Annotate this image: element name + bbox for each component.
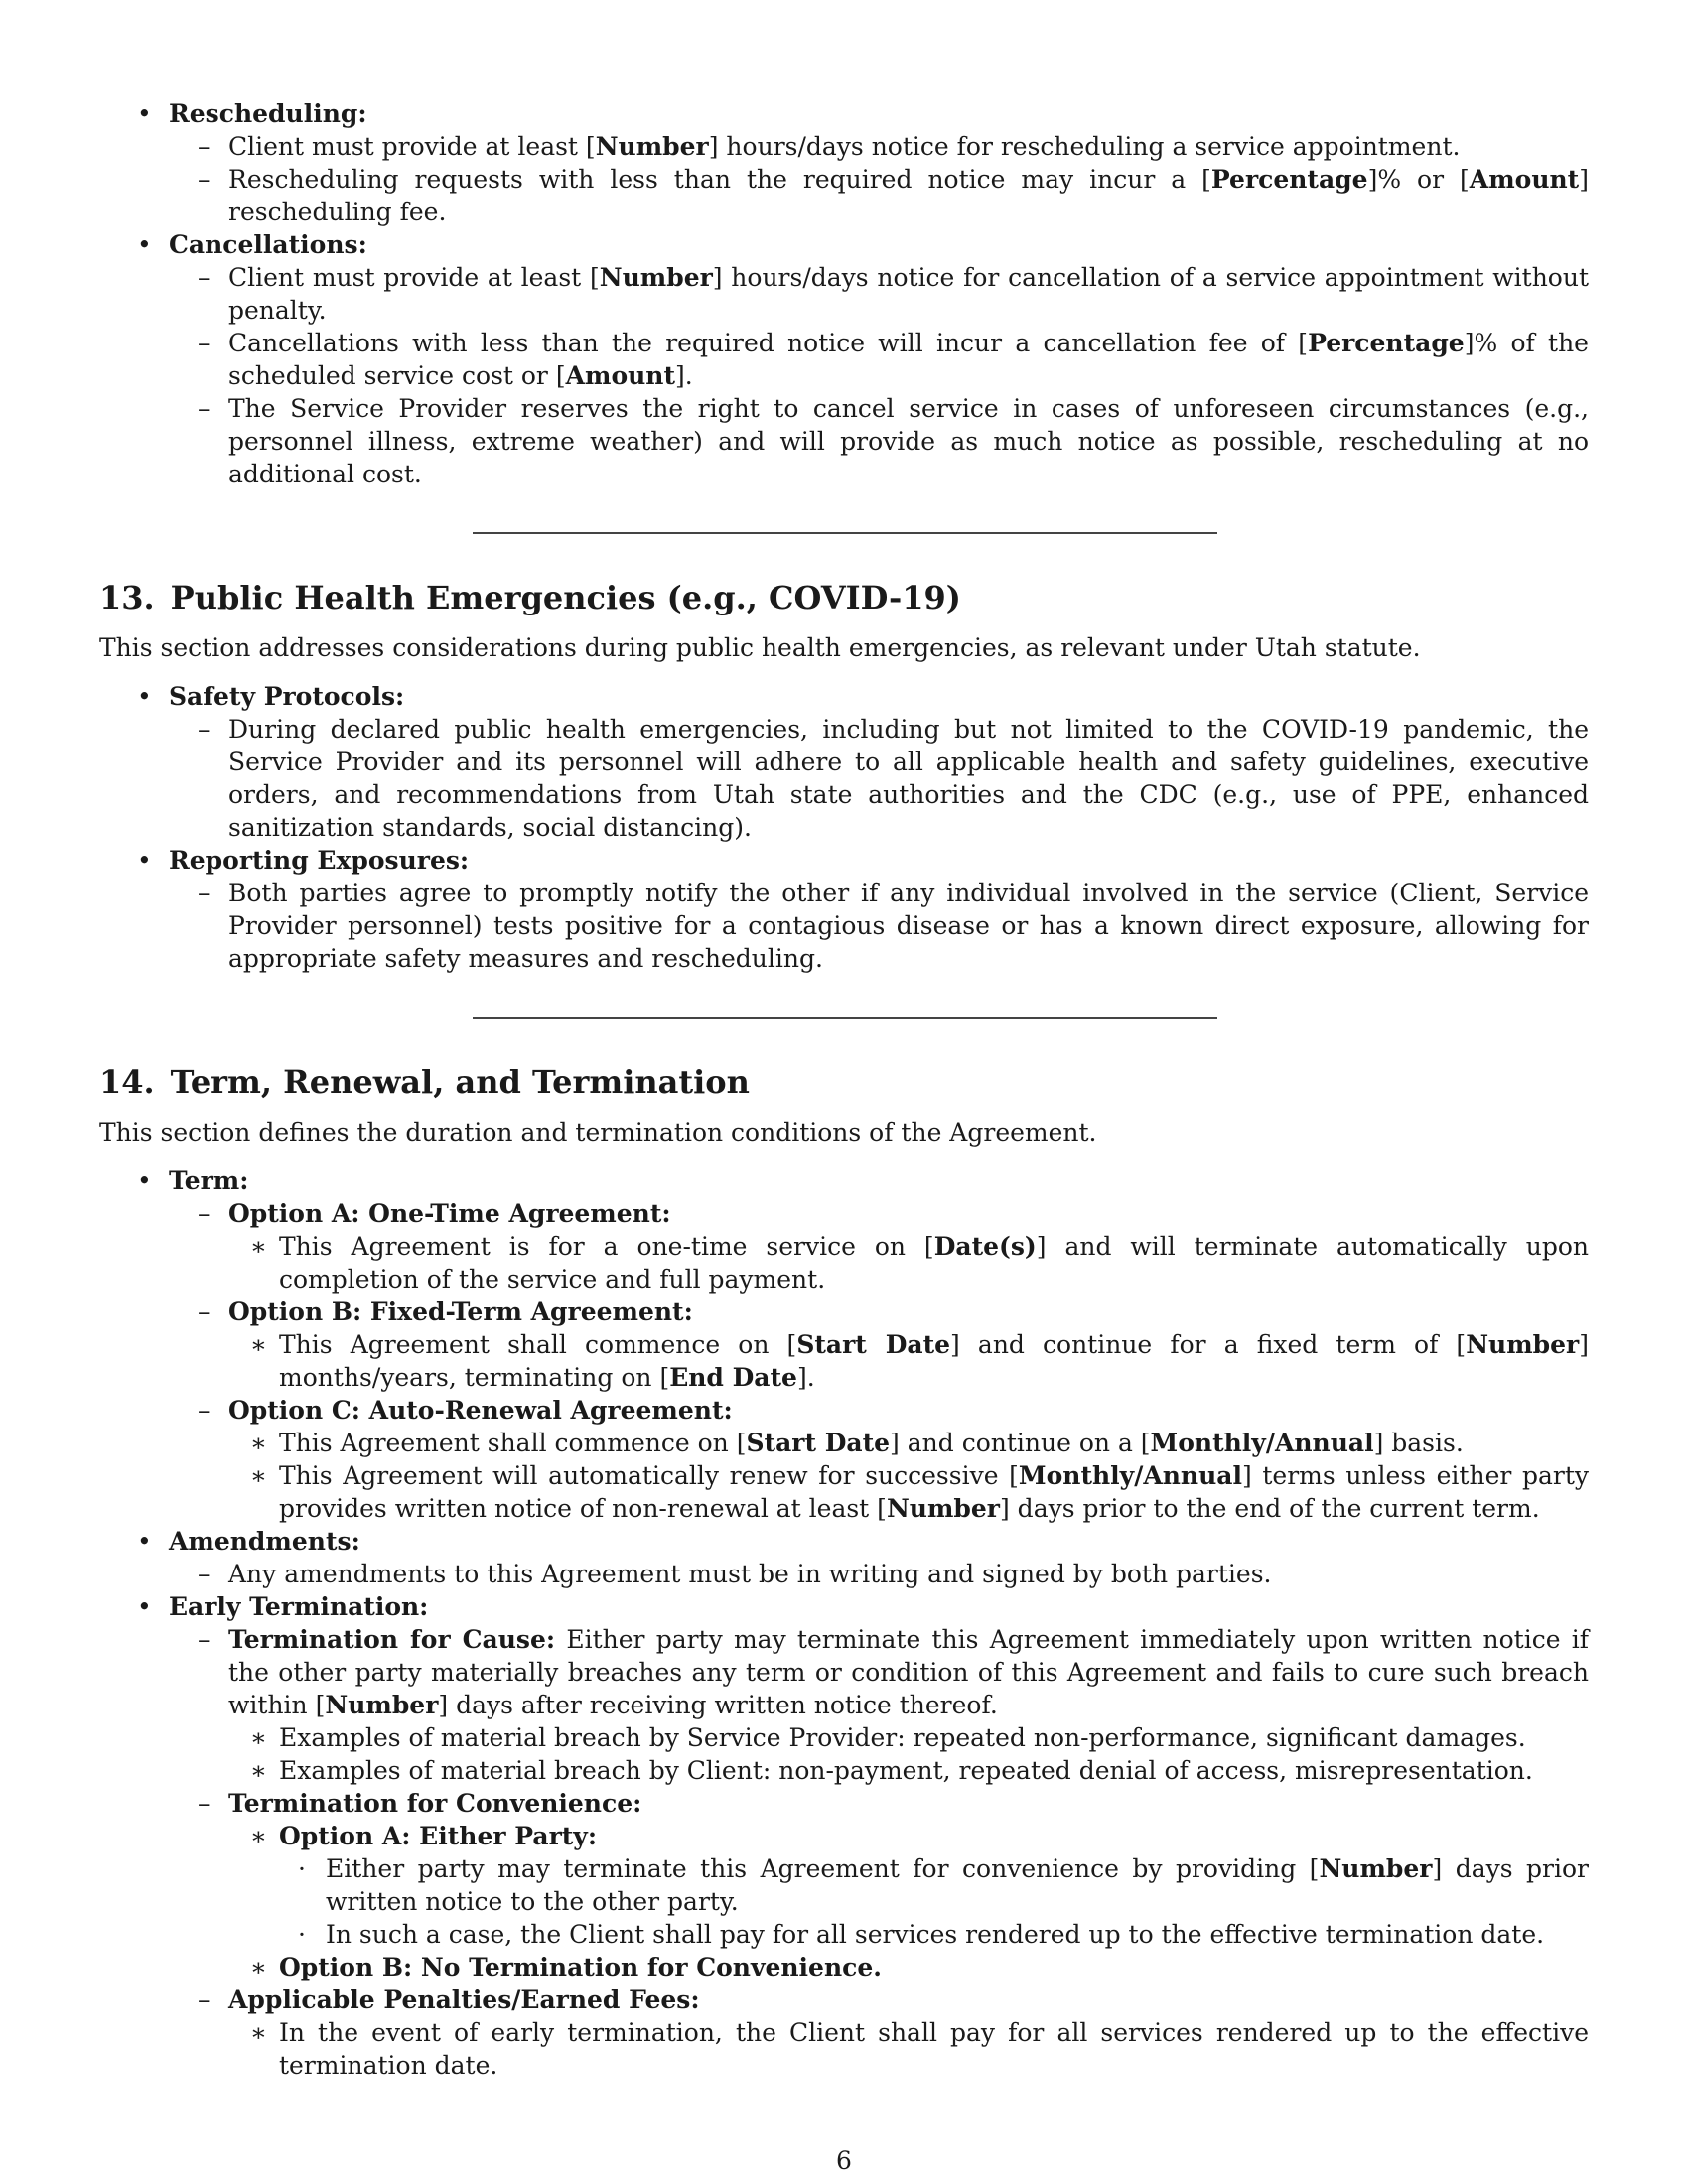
text: ]. xyxy=(796,1363,815,1392)
list-item xyxy=(99,877,1589,975)
dash-marker: – xyxy=(198,263,211,292)
amendments-label: Amendments: xyxy=(169,1527,360,1556)
list-item xyxy=(99,1230,1589,1296)
list-item xyxy=(99,713,1589,844)
star-marker: ∗ xyxy=(250,1953,267,1981)
text: ] hours/days notice for rescheduling a service appointment. xyxy=(708,132,1461,161)
list-item xyxy=(99,1852,1589,1918)
text: Either party may terminate this Agreement immediately upon written notice if the other party materially breaches any term or condition of this Agreement and fails to cure such breach within [ xyxy=(228,1625,1589,1719)
text: ] months/years, terminating on [ xyxy=(279,1330,1589,1392)
section-number: 13. xyxy=(99,579,155,616)
star-marker: ∗ xyxy=(250,1330,267,1359)
text: ]% or [ xyxy=(1367,165,1470,194)
section-title: Term, Renewal, and Termination xyxy=(170,1063,750,1101)
dash-marker: – xyxy=(198,1985,211,2014)
section-heading-13 xyxy=(99,578,1589,617)
dot-marker: · xyxy=(298,1854,306,1883)
list-item xyxy=(99,392,1589,490)
list-item-option-b xyxy=(99,1296,1589,1328)
placeholder-monthly-annual: Monthly/Annual xyxy=(1150,1429,1374,1457)
list-item xyxy=(99,1427,1589,1459)
text: Both parties agree to promptly notify the other if any individual involved in the service (Client, Service Provider personnel) tests positive for a contagious disease or has a known direct exposure, allowing for appropriate safety measures and rescheduling. xyxy=(228,879,1589,973)
option-c-label: Option C: Auto-Renewal Agreement: xyxy=(228,1396,733,1425)
text: In such a case, the Client shall pay for all services rendered up to the effective termination date. xyxy=(326,1920,1545,1949)
list-item-cancellations xyxy=(99,228,1589,261)
list-item xyxy=(99,261,1589,327)
dash-marker: – xyxy=(198,1625,211,1654)
text: The Service Provider reserves the right to cancel service in cases of unforeseen circumstances (e.g., personnel illness, extreme weather) and will provide as much notice as possible, rescheduling at no additional cost. xyxy=(228,394,1589,488)
text: In the event of early termination, the Client shall pay for all services rendered up to the effective termination date. xyxy=(279,2018,1589,2080)
section-divider xyxy=(473,532,1217,534)
star-marker: ∗ xyxy=(250,1822,267,1850)
list-item-termination-for-cause xyxy=(99,1623,1589,1721)
bullet-marker: • xyxy=(137,1166,152,1195)
text: Client must provide at least [ xyxy=(228,132,596,161)
page-number: 6 xyxy=(836,2146,852,2175)
dash-marker: – xyxy=(198,1297,211,1326)
list-item-reporting-exposures xyxy=(99,844,1589,877)
section-number: 14. xyxy=(99,1063,155,1101)
placeholder-number: Number xyxy=(595,132,709,161)
cause-label: Termination for Cause: xyxy=(228,1625,556,1654)
cancellations-label: Cancellations: xyxy=(169,230,367,259)
dash-marker: – xyxy=(198,1396,211,1425)
star-marker: ∗ xyxy=(250,2018,267,2047)
list-item xyxy=(99,1754,1589,1787)
reporting-exposures-label: Reporting Exposures: xyxy=(169,846,470,875)
text: Either party may terminate this Agreement for convenience by providing [ xyxy=(326,1854,1320,1883)
convenience-label: Termination for Convenience: xyxy=(228,1789,642,1818)
text: Examples of material breach by Client: non-payment, repeated denial of access, misrepresentation. xyxy=(279,1756,1533,1785)
text: Client must provide at least [ xyxy=(228,263,600,292)
list-item-early-termination xyxy=(99,1590,1589,1623)
list-item-rescheduling xyxy=(99,97,1589,130)
dash-marker: – xyxy=(198,165,211,194)
list-item xyxy=(99,327,1589,392)
placeholder-amount: Amount xyxy=(565,361,676,390)
bullet-marker: • xyxy=(137,1592,152,1621)
text: ] and will terminate automatically upon completion of the service and full payment. xyxy=(279,1232,1589,1294)
dash-marker: – xyxy=(198,329,211,357)
text: ] days prior to the end of the current term. xyxy=(999,1494,1540,1523)
text: ] days prior written notice to the other party. xyxy=(326,1854,1589,1916)
star-marker: ∗ xyxy=(250,1461,267,1490)
list-item-conv-option-a xyxy=(99,1820,1589,1852)
text: ] terms unless either party provides written notice of non-renewal at least [ xyxy=(279,1461,1589,1523)
list-item xyxy=(99,1721,1589,1754)
placeholder-percentage: Percentage xyxy=(1210,165,1368,194)
bullet-marker: • xyxy=(137,682,152,711)
text: This Agreement shall commence on [ xyxy=(279,1330,797,1359)
star-marker: ∗ xyxy=(250,1756,267,1785)
list-item-term xyxy=(99,1164,1589,1197)
list-item xyxy=(99,2016,1589,2082)
star-marker: ∗ xyxy=(250,1232,267,1261)
placeholder-number: Number xyxy=(599,263,713,292)
bullet-marker: • xyxy=(137,1527,152,1556)
document-page xyxy=(99,97,1589,2082)
penalties-label: Applicable Penalties/Earned Fees: xyxy=(228,1985,700,2014)
placeholder-amount: Amount xyxy=(1469,165,1580,194)
text: ] days after receiving written notice thereof. xyxy=(438,1691,998,1719)
text: This Agreement shall commence on [ xyxy=(279,1429,747,1457)
list-item xyxy=(99,1459,1589,1525)
list-item xyxy=(99,1918,1589,1951)
text: Cancellations with less than the required notice will incur a cancellation fee of [ xyxy=(228,329,1309,357)
star-marker: ∗ xyxy=(250,1429,267,1457)
list-item xyxy=(99,1328,1589,1394)
dash-marker: – xyxy=(198,394,211,423)
list-item-penalties xyxy=(99,1983,1589,2016)
placeholder-dates: Date(s) xyxy=(933,1232,1037,1261)
section-intro: This section defines the duration and termination conditions of the Agreement. xyxy=(99,1118,1097,1147)
placeholder-start-date: Start Date xyxy=(746,1429,891,1457)
bullet-marker: • xyxy=(137,230,152,259)
placeholder-number: Number xyxy=(1466,1330,1580,1359)
placeholder-number: Number xyxy=(886,1494,1000,1523)
text: Any amendments to this Agreement must be in writing and signed by both parties. xyxy=(228,1560,1272,1588)
placeholder-number: Number xyxy=(325,1691,439,1719)
list-item-termination-for-convenience xyxy=(99,1787,1589,1820)
section-heading-14 xyxy=(99,1062,1589,1102)
placeholder-percentage: Percentage xyxy=(1308,329,1465,357)
star-marker: ∗ xyxy=(250,1723,267,1752)
text: This Agreement will automatically renew for successive [ xyxy=(279,1461,1019,1490)
list-item xyxy=(99,130,1589,163)
text: Examples of material breach by Service Provider: repeated non-performance, significant damages. xyxy=(279,1723,1526,1752)
bullet-marker: • xyxy=(137,846,152,875)
dash-marker: – xyxy=(198,132,211,161)
conv-option-b-label: Option B: No Termination for Convenience. xyxy=(279,1953,882,1981)
option-a-label: Option A: One-Time Agreement: xyxy=(228,1199,671,1228)
placeholder-number: Number xyxy=(1319,1854,1433,1883)
section-divider xyxy=(473,1017,1217,1019)
dash-marker: – xyxy=(198,1789,211,1818)
text: ] basis. xyxy=(1373,1429,1464,1457)
early-termination-label: Early Termination: xyxy=(169,1592,429,1621)
list-item-conv-option-b xyxy=(99,1951,1589,1983)
text: ]. xyxy=(675,361,693,390)
dash-marker: – xyxy=(198,1199,211,1228)
text: ] hours/days notice for cancellation of a service appointment without penalty. xyxy=(228,263,1589,325)
safety-protocols-label: Safety Protocols: xyxy=(169,682,405,711)
section-intro: This section addresses considerations during public health emergencies, as relevant under Utah statute. xyxy=(99,633,1421,662)
list-item xyxy=(99,1558,1589,1590)
text: During declared public health emergencies, including but not limited to the COVID-19 pandemic, the Service Provider and its personnel will adhere to all applicable health and safety guidelines, executive orders, and recommendations from Utah state authorities and the CDC (e.g., use of PPE, enhanced sanitization standards, social distancing). xyxy=(228,715,1589,842)
placeholder-monthly-annual: Monthly/Annual xyxy=(1018,1461,1242,1490)
dash-marker: – xyxy=(198,1560,211,1588)
placeholder-end-date: End Date xyxy=(669,1363,797,1392)
section-title: Public Health Emergencies (e.g., COVID-19) xyxy=(170,579,961,616)
list-item-option-c xyxy=(99,1394,1589,1427)
text: ]% of the scheduled service cost or [ xyxy=(228,329,1589,390)
term-label: Term: xyxy=(169,1166,249,1195)
list-item-option-a xyxy=(99,1197,1589,1230)
option-b-label: Option B: Fixed-Term Agreement: xyxy=(228,1297,693,1326)
dot-marker: · xyxy=(298,1920,306,1949)
dash-marker: – xyxy=(198,879,211,907)
text: ] rescheduling fee. xyxy=(228,165,1589,226)
conv-option-a-label: Option A: Either Party: xyxy=(279,1822,598,1850)
text: ] and continue on a [ xyxy=(890,1429,1151,1457)
text: Rescheduling requests with less than the required notice may incur a [ xyxy=(228,165,1211,194)
list-item-amendments xyxy=(99,1525,1589,1558)
list-item xyxy=(99,163,1589,228)
text: ] and continue for a fixed term of [ xyxy=(950,1330,1467,1359)
dash-marker: – xyxy=(198,715,211,744)
list-item-safety-protocols xyxy=(99,680,1589,713)
bullet-marker: • xyxy=(137,99,152,128)
placeholder-start-date: Start Date xyxy=(796,1330,951,1359)
rescheduling-label: Rescheduling: xyxy=(169,99,367,128)
text: This Agreement is for a one-time service on [ xyxy=(279,1232,934,1261)
